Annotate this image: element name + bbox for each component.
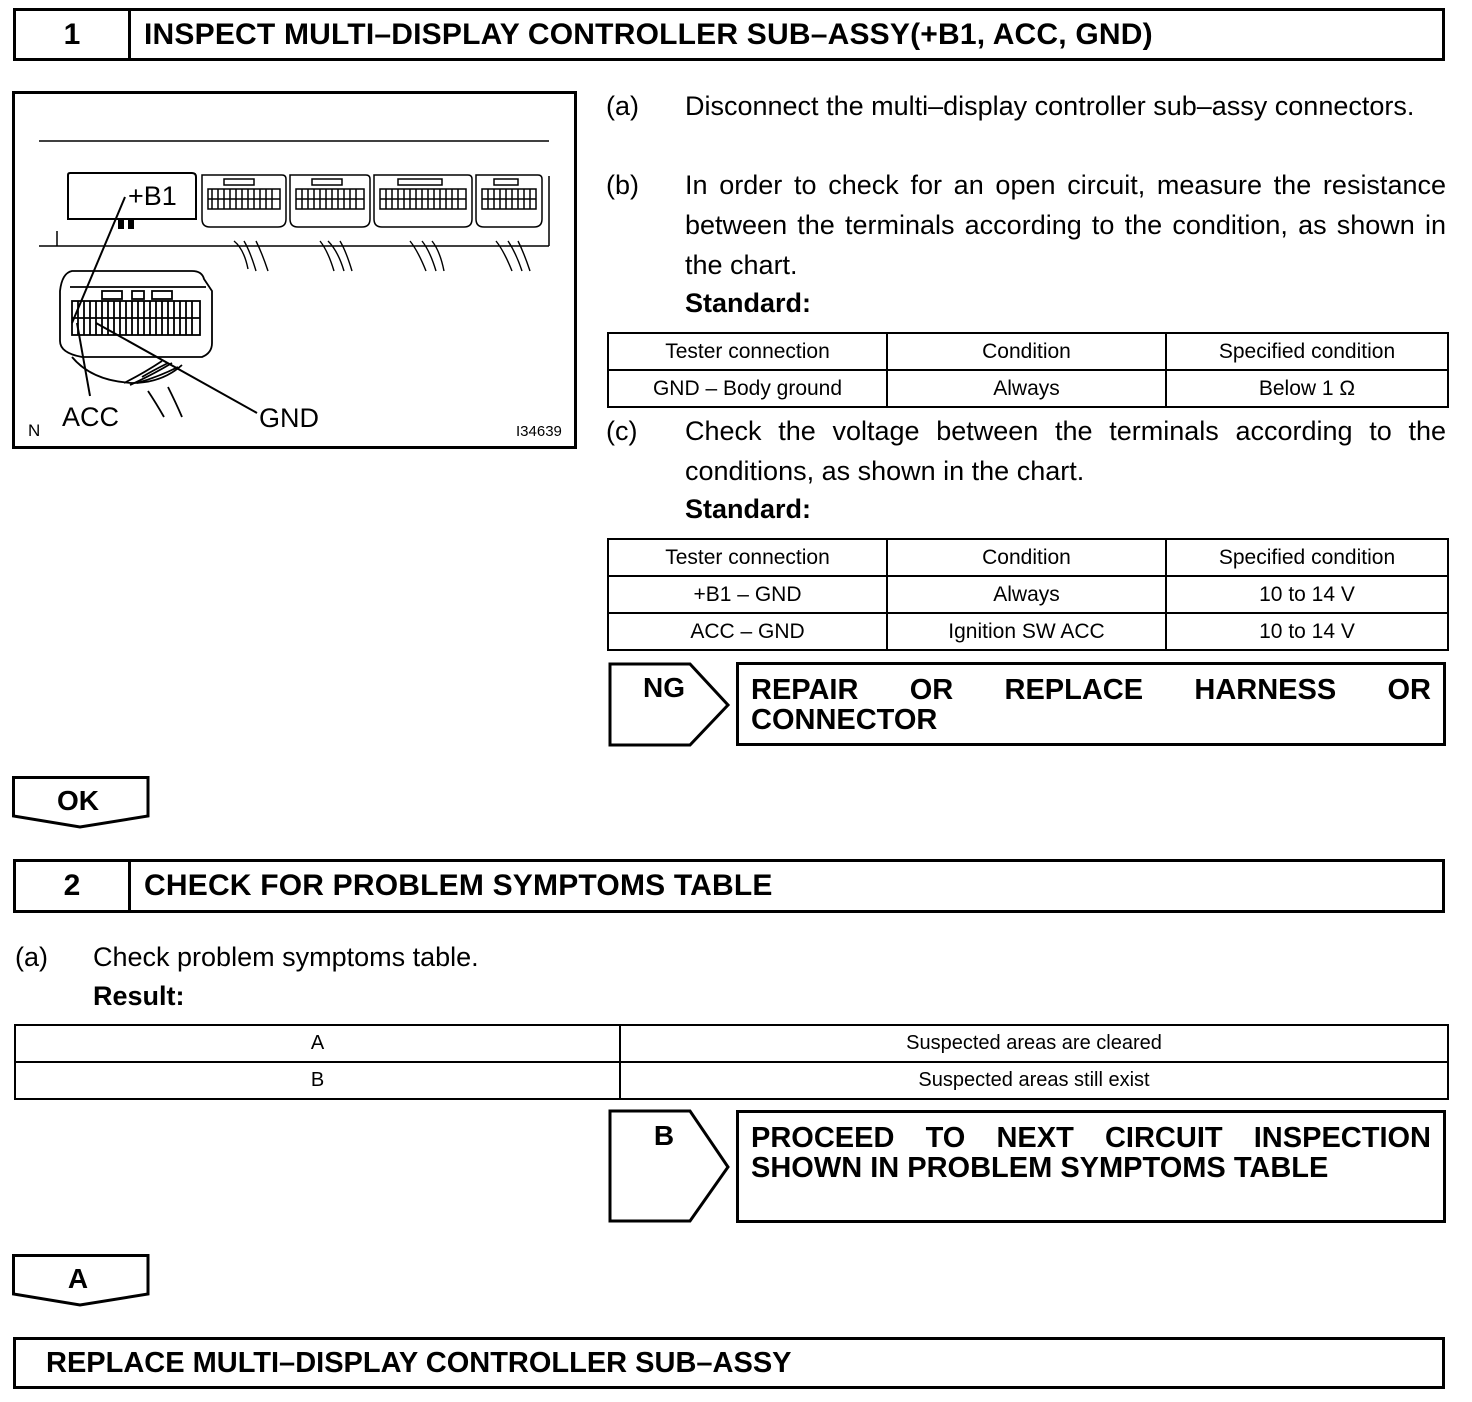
table-header-row — [608, 539, 1448, 576]
table-header-cell: Specified condition — [1166, 333, 1448, 370]
figure-n-label: N — [28, 421, 41, 440]
table-cell: Below 1 Ω — [1166, 370, 1448, 407]
step-1-number: 1 — [16, 11, 131, 58]
result-table — [14, 1024, 1449, 1100]
ng-action-line-1: REPAIR OR REPLACE HARNESS OR — [751, 674, 1431, 706]
step-2-instruction-text: Check problem symptoms table. — [93, 942, 479, 972]
table-cell: Always — [887, 576, 1166, 613]
table-cell: +B1 – GND — [608, 576, 887, 613]
connector-illustration — [12, 91, 578, 451]
table-row — [608, 370, 1448, 407]
voltage-spec-table — [607, 538, 1449, 651]
table-row — [15, 1062, 1448, 1099]
table-header-cell: Condition — [887, 333, 1166, 370]
b-action-line-2: SHOWN IN PROBLEM SYMPTOMS TABLE — [751, 1152, 1329, 1184]
table-row — [608, 576, 1448, 613]
table-cell: 10 to 14 V — [1166, 613, 1448, 650]
instruction-b — [606, 165, 1446, 285]
table-cell: Always — [887, 370, 1166, 407]
table-header-cell: Tester connection — [608, 539, 887, 576]
resistance-spec-table — [607, 332, 1449, 408]
result-label: Result: — [93, 981, 185, 1011]
table-cell: ACC – GND — [608, 613, 887, 650]
table-header-cell: Condition — [887, 539, 1166, 576]
table-cell: GND – Body ground — [608, 370, 887, 407]
a-flow-tag — [12, 1254, 152, 1308]
b-action-line-1: PROCEED TO NEXT CIRCUIT INSPECTION — [751, 1122, 1431, 1154]
final-action-text: REPLACE MULTI–DISPLAY CONTROLLER SUB–ASSY — [46, 1346, 792, 1379]
table-header-cell: Specified condition — [1166, 539, 1448, 576]
table-cell: Ignition SW ACC — [887, 613, 1166, 650]
figure-code: I34639 — [516, 423, 562, 440]
instruction-a-label: (a) — [606, 91, 639, 121]
table-cell: Suspected areas are cleared — [620, 1025, 1448, 1062]
gnd-label: GND — [259, 403, 319, 433]
b-arrow-tag — [608, 1109, 734, 1225]
instruction-b-label: (b) — [606, 170, 639, 200]
table-header-cell: Tester connection — [608, 333, 887, 370]
instruction-a — [606, 86, 1446, 166]
step-1-title: INSPECT MULTI–DISPLAY CONTROLLER SUB–ASSY(+B1, ACC, GND) — [144, 17, 1153, 51]
standard-label-1: Standard: — [685, 288, 812, 318]
final-action-box — [13, 1337, 1445, 1389]
table-cell: A — [15, 1025, 620, 1062]
a-label: A — [67, 1263, 89, 1294]
instruction-b-text: In order to check for an open circuit, measure the resistance between the terminals according to the condition, as shown in the chart. — [685, 170, 1446, 280]
step-2-number: 2 — [16, 862, 131, 910]
b-label: B — [653, 1120, 675, 1151]
table-row — [608, 613, 1448, 650]
ng-label: NG — [643, 672, 685, 703]
instruction-c-label: (c) — [606, 416, 638, 446]
ok-flow-tag — [12, 776, 152, 830]
table-row — [15, 1025, 1448, 1062]
step-2-instruction — [15, 937, 815, 977]
step-2-header — [13, 859, 1445, 913]
table-cell: B — [15, 1062, 620, 1099]
step-1-header — [13, 8, 1445, 61]
instruction-c-text: Check the voltage between the terminals according to the conditions, as shown in the chart. — [685, 416, 1446, 486]
b1-label: +B1 — [128, 181, 177, 211]
standard-label-2: Standard: — [685, 494, 812, 524]
step-2-instruction-label: (a) — [15, 942, 48, 972]
table-header-row — [608, 333, 1448, 370]
instruction-c — [606, 411, 1446, 491]
ng-action-box — [736, 662, 1446, 746]
acc-label: ACC — [62, 402, 120, 432]
table-cell: Suspected areas still exist — [620, 1062, 1448, 1099]
instruction-a-text: Disconnect the multi–display controller sub–assy connectors. — [685, 91, 1415, 121]
ok-label: OK — [57, 785, 99, 816]
b-action-box — [736, 1110, 1446, 1223]
ng-arrow-tag — [608, 662, 734, 748]
ng-action-line-2: CONNECTOR — [751, 704, 938, 736]
table-cell: 10 to 14 V — [1166, 576, 1448, 613]
step-2-title: CHECK FOR PROBLEM SYMPTOMS TABLE — [144, 869, 773, 902]
